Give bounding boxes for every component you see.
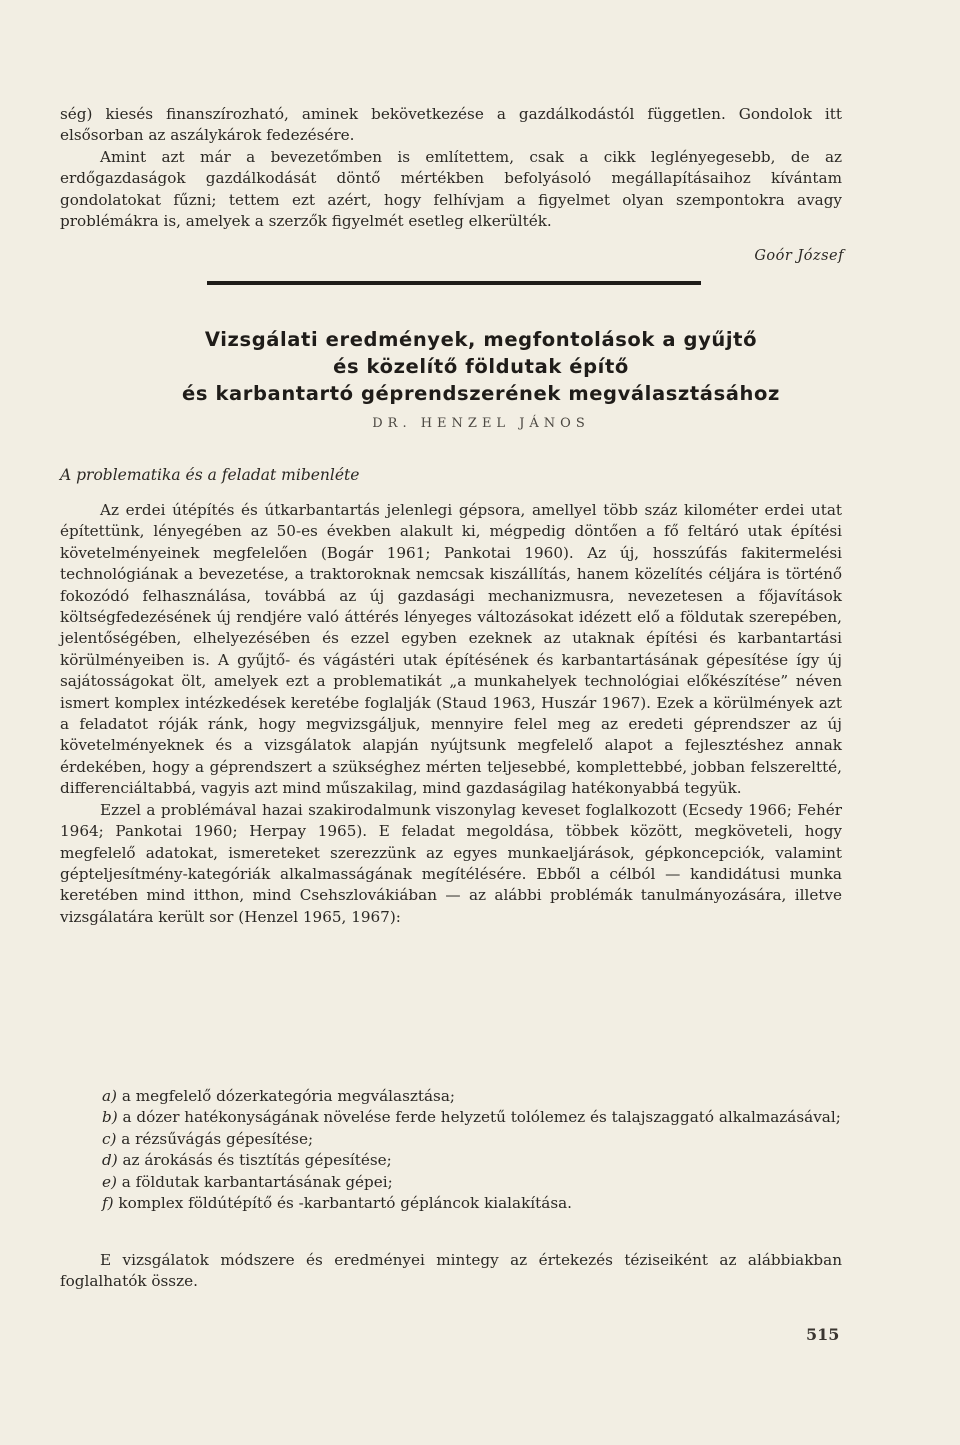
article-body: [60, 500, 842, 928]
paragraph: Ezzel a problémával hazai szakirodalmunk viszonylag keveset foglalkozott (Ecsedy 1966; Fehér 1964; Pankotai 1960; Herpay 1965). E feladat megoldása, többek között, megköveteli, hogy megfelelő adatokat, ismereteket szerezzünk az egyes munkaeljárások, gépkoncepciók, valamint gépteljesítmény-kategóriák alkalmasságának megítélésére. Ebből a célból — kandidátusi munka keretében mind itthon, mind Csehszlovákiában — az alábbi problémák tanulmányozására, illetve vizsgálatára került sor (Henzel 1965, 1967):: [60, 800, 842, 926]
divider-rule: [207, 281, 701, 285]
list-marker: b): [102, 1108, 118, 1127]
title-line: és karbantartó géprendszerének megválasztásához: [182, 382, 780, 405]
list-marker: f): [102, 1194, 114, 1213]
previous-article-ending: [60, 104, 842, 232]
list-item: [60, 1086, 842, 1107]
page-number: 515: [806, 1325, 840, 1344]
author-name: DR. HENZEL JÁNOS: [372, 416, 590, 431]
paragraph: E vizsgálatok módszere és eredményei mintegy az értekezés téziseiként az alábbiakban foglalhatók össze.: [60, 1251, 842, 1291]
paragraph: Az erdei útépítés és útkarbantartás jelenlegi gépsora, amellyel több száz kilométer erdei utat építettünk, lényegében az 50-es években alakult ki, mégpedig döntően a fő feltáró utak építési követelményeinek megfelelően (Bogár 1961; Pankotai 1960). Az új, hosszúfás fakitermelési technológiának a bevezetése, a traktoroknak nemcsak kiszállítás, hanem közelítés céljára is történő fokozódó felhasználása, továbbá az új gazdasági mechanizmusra, nevezetesen a főjavítások költségfedezésének új rendjére való áttérés lényeges változásokat idézett elő a földutak szerepében, jelentőségében, elhelyezésében és ezzel egyben ezeknek az utaknak építési és karbantartási körülményeiben is. A gyűjtő- és vágástéri utak építésének és karbantartásának gépesítése így új sajátosságokat ölt, amelyek ezt a problematikát „a munkahelyek technológiai előkészítése” néven ismert komplex intézkedések keretébe foglalják (Staud 1963, Huszár 1967). Ezek a körülmények azt a feladatot róják ránk, hogy megvizsgáljuk, mennyire felel meg az eredeti géprendszer az új követelményeknek és a vizsgálatok alapján nyújtsunk megfelelő alapot a fejlesztéshez annak érdekében, hogy a géprendszert a szükséghez mérten teljesebbé, komplettebbé, jobban felszereltté, differenciáltabbá, vagyis azt mind műszakilag, mind gazdaságilag hatékonyabbá tegyük.: [60, 501, 842, 798]
title-line: Vizsgálati eredmények, megfontolások a gyűjtő: [204, 328, 758, 351]
title-line: és közelítő földutak építő: [333, 355, 629, 378]
list-item-text: a földutak karbantartásának gépei;: [121, 1172, 393, 1191]
list-item-text: a dózer hatékonyságának növelése ferde helyzetű tolólemez és talajszaggató alkalmazásával;: [122, 1108, 841, 1127]
problem-list: [60, 1086, 842, 1214]
list-marker: c): [102, 1129, 117, 1148]
list-item-text: a megfelelő dózerkategória megválasztása;: [121, 1087, 455, 1105]
list-item: [60, 1107, 842, 1128]
list-marker: d): [102, 1151, 118, 1170]
list-item-text: az árokásás és tisztítás gépesítése;: [122, 1151, 392, 1170]
section-heading: A problematika és a feladat mibenléte: [60, 466, 360, 484]
paragraph: ség) kiesés finanszírozható, aminek bekövetkezése a gazdálkodástól független. Gondolok itt elsősorban az aszálykárok fedezésére.: [60, 105, 842, 145]
closing-paragraph: [60, 1250, 842, 1293]
list-item-text: a rézsűvágás gépesítése;: [121, 1129, 314, 1148]
paragraph: Amint azt már a bevezetőmben is említettem, csak a cikk leglényegesebb, de az erdőgazdaságok gazdálkodását döntő mértékben befolyásoló megállapításaihoz kívántam gondolatokat fűzni; tettem ezt azért, hogy felhívjam a figyelmet olyan szempontokra avagy problémákra is, amelyek a szerzők figyelmét esetleg elkerülték.: [60, 147, 842, 231]
signature: Goór József: [754, 248, 844, 264]
list-item: [60, 1193, 842, 1214]
list-item: [60, 1172, 842, 1193]
list-item-text: komplex földútépítő és -karbantartó gépláncok kialakítása.: [118, 1194, 572, 1213]
list-marker: a): [102, 1087, 117, 1105]
list-item: [60, 1129, 842, 1150]
list-item: [60, 1150, 842, 1171]
list-marker: e): [102, 1172, 117, 1191]
article-title: [60, 326, 902, 407]
